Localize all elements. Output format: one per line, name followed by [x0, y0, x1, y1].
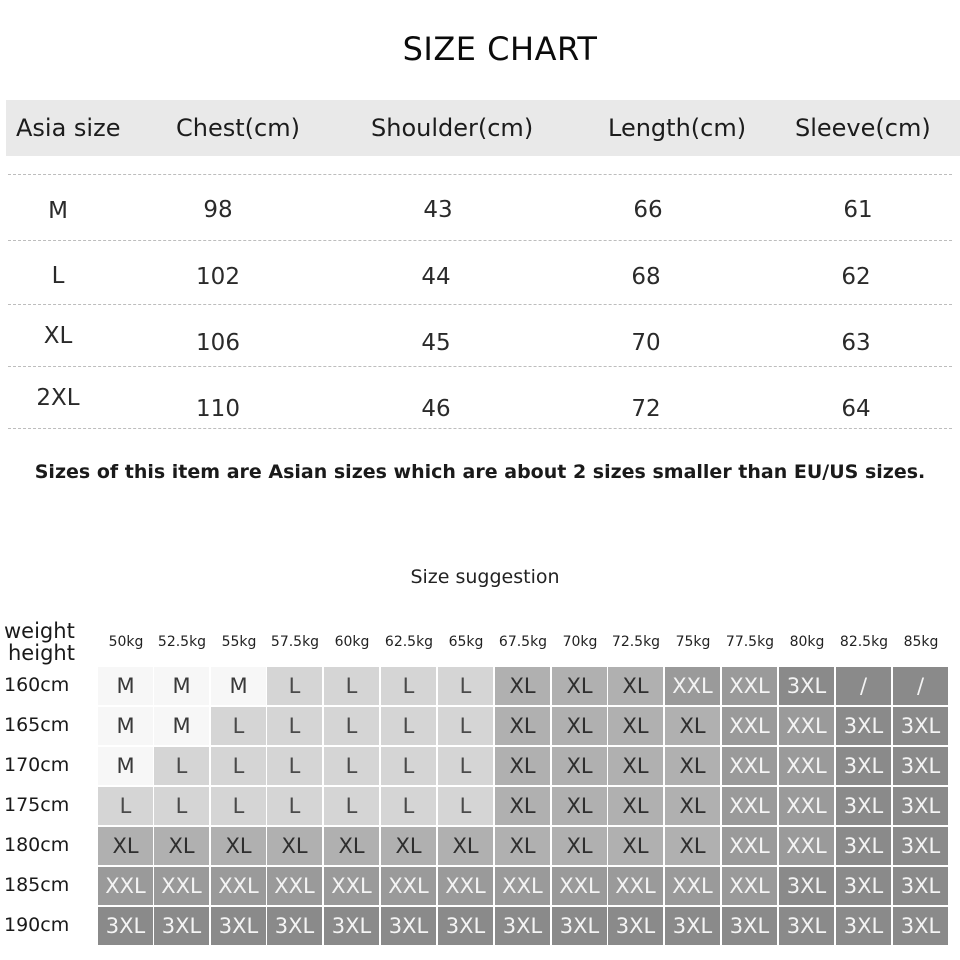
sleeve-cell: 63: [841, 330, 871, 356]
size-suggestion-cell: /: [836, 667, 891, 705]
size-suggestion-cell: XL: [665, 707, 720, 745]
header-length: Length(cm): [608, 114, 747, 142]
weight-label: 52.5kg: [157, 634, 207, 650]
size-cell: 2XL: [36, 385, 80, 411]
size-suggestion-cell: XL: [552, 747, 607, 785]
size-suggestion-cell: XL: [211, 827, 266, 865]
size-suggestion-cell: 3XL: [552, 907, 607, 945]
size-suggestion-cell: 3XL: [893, 907, 948, 945]
size-suggestion-cell: L: [267, 707, 322, 745]
length-cell: 68: [631, 264, 661, 290]
size-suggestion-cell: XXL: [98, 867, 153, 905]
size-suggestion-cell: XL: [98, 827, 153, 865]
height-label: 170cm: [4, 754, 70, 776]
size-suggestion-cell: L: [381, 667, 436, 705]
size-suggestion-cell: XL: [665, 747, 720, 785]
size-cell: L: [51, 263, 65, 289]
shoulder-cell: 43: [423, 197, 453, 223]
size-suggestion-cell: XL: [608, 827, 663, 865]
weight-label: 82.5kg: [839, 634, 889, 650]
size-suggestion-cell: XL: [552, 787, 607, 825]
size-suggestion-cell: XL: [608, 787, 663, 825]
size-suggestion-cell: XL: [154, 827, 209, 865]
size-chart-header: [6, 100, 960, 156]
size-suggestion-cell: XXL: [381, 867, 436, 905]
divider: [8, 366, 952, 367]
size-suggestion-cell: XXL: [552, 867, 607, 905]
height-label: 185cm: [4, 874, 70, 896]
size-suggestion-cell: XXL: [722, 827, 777, 865]
size-suggestion-cell: XL: [495, 787, 550, 825]
size-suggestion-cell: 3XL: [779, 907, 834, 945]
size-suggestion-cell: L: [438, 747, 493, 785]
size-suggestion-cell: L: [438, 787, 493, 825]
size-suggestion-cell: L: [211, 747, 266, 785]
size-suggestion-cell: XXL: [722, 787, 777, 825]
size-suggestion-cell: XXL: [665, 667, 720, 705]
size-suggestion-cell: XL: [608, 707, 663, 745]
weight-height-corner: [4, 620, 75, 664]
weight-label: 50kg: [108, 634, 144, 650]
size-suggestion-cell: 3XL: [608, 907, 663, 945]
size-suggestion-cell: 3XL: [495, 907, 550, 945]
shoulder-cell: 44: [421, 264, 451, 290]
size-suggestion-cell: XXL: [722, 747, 777, 785]
size-suggestion-cell: L: [267, 787, 322, 825]
size-suggestion-cell: /: [893, 667, 948, 705]
divider: [8, 304, 952, 305]
weight-label: 70kg: [562, 634, 598, 650]
height-label: 190cm: [4, 914, 70, 936]
length-cell: 70: [631, 330, 661, 356]
size-cell: M: [48, 198, 68, 224]
size-suggestion-cell: 3XL: [893, 867, 948, 905]
size-suggestion-cell: 3XL: [665, 907, 720, 945]
size-suggestion-cell: 3XL: [836, 867, 891, 905]
size-suggestion-cell: XXL: [722, 707, 777, 745]
size-suggestion-cell: XL: [552, 827, 607, 865]
size-note: Sizes of this item are Asian sizes which are about 2 sizes smaller than EU/US sizes.: [34, 461, 926, 483]
height-label: 165cm: [4, 714, 70, 736]
size-suggestion-cell: XL: [495, 707, 550, 745]
length-cell: 66: [633, 197, 663, 223]
size-cell: XL: [43, 323, 73, 349]
size-suggestion-cell: XL: [438, 827, 493, 865]
sleeve-cell: 62: [841, 264, 871, 290]
size-suggestion-cell: L: [211, 707, 266, 745]
size-suggestion-cell: L: [267, 667, 322, 705]
size-suggestion-cell: XXL: [779, 747, 834, 785]
sleeve-cell: 64: [841, 396, 871, 422]
divider: [8, 174, 952, 175]
size-suggestion-cell: 3XL: [722, 907, 777, 945]
size-suggestion-cell: L: [381, 787, 436, 825]
size-suggestion-cell: L: [211, 787, 266, 825]
size-suggestion-cell: 3XL: [154, 907, 209, 945]
size-suggestion-cell: 3XL: [893, 747, 948, 785]
header-shoulder: Shoulder(cm): [371, 114, 534, 142]
size-suggestion-cell: 3XL: [438, 907, 493, 945]
size-suggestion-cell: XXL: [722, 667, 777, 705]
size-suggestion-cell: M: [211, 667, 266, 705]
header-asia-size: Asia size: [16, 114, 121, 142]
size-suggestion-cell: XXL: [438, 867, 493, 905]
size-suggestion-cell: XL: [608, 667, 663, 705]
size-suggestion-cell: 3XL: [836, 827, 891, 865]
size-suggestion-cell: XXL: [267, 867, 322, 905]
size-suggestion-cell: 3XL: [98, 907, 153, 945]
divider: [8, 428, 952, 429]
size-suggestion-cell: 3XL: [211, 907, 266, 945]
size-suggestion-cell: 3XL: [836, 907, 891, 945]
height-label: 160cm: [4, 674, 70, 696]
size-suggestion-cell: 3XL: [267, 907, 322, 945]
size-suggestion-cell: XXL: [608, 867, 663, 905]
shoulder-cell: 45: [421, 330, 451, 356]
size-suggestion-cell: XXL: [779, 707, 834, 745]
weight-label: 62.5kg: [384, 634, 434, 650]
chest-cell: 106: [196, 330, 240, 356]
size-suggestion-cell: L: [438, 707, 493, 745]
size-suggestion-cell: L: [324, 667, 379, 705]
weight-label: 65kg: [448, 634, 484, 650]
size-suggestion-cell: L: [154, 747, 209, 785]
size-suggestion-cell: 3XL: [836, 707, 891, 745]
size-suggestion-cell: XXL: [779, 787, 834, 825]
size-suggestion-cell: M: [154, 667, 209, 705]
weight-label: weight: [4, 619, 75, 643]
shoulder-cell: 46: [421, 396, 451, 422]
size-suggestion-cell: L: [98, 787, 153, 825]
size-suggestion-cell: XL: [665, 787, 720, 825]
size-suggestion-cell: L: [438, 667, 493, 705]
size-suggestion-title: Size suggestion: [410, 566, 560, 588]
size-suggestion-cell: 3XL: [779, 867, 834, 905]
size-suggestion-cell: L: [381, 747, 436, 785]
size-suggestion-cell: XXL: [154, 867, 209, 905]
size-suggestion-cell: XL: [381, 827, 436, 865]
size-suggestion-cell: M: [154, 707, 209, 745]
size-suggestion-cell: M: [98, 747, 153, 785]
weight-label: 55kg: [221, 634, 257, 650]
weight-label: 85kg: [903, 634, 939, 650]
size-suggestion-cell: XL: [267, 827, 322, 865]
size-suggestion-cell: M: [98, 707, 153, 745]
size-suggestion-cell: 3XL: [779, 667, 834, 705]
size-suggestion-cell: XXL: [722, 867, 777, 905]
sleeve-cell: 61: [843, 197, 873, 223]
header-sleeve: Sleeve(cm): [795, 114, 931, 142]
weight-label: 77.5kg: [725, 634, 775, 650]
weight-label: 72.5kg: [611, 634, 661, 650]
size-suggestion-cell: L: [381, 707, 436, 745]
size-suggestion-cell: XL: [495, 747, 550, 785]
length-cell: 72: [631, 396, 661, 422]
size-suggestion-cell: XL: [665, 827, 720, 865]
size-suggestion-cell: L: [324, 787, 379, 825]
size-suggestion-cell: XL: [552, 707, 607, 745]
divider: [8, 240, 952, 241]
weight-label: 80kg: [789, 634, 825, 650]
header-chest: Chest(cm): [176, 114, 300, 142]
size-suggestion-cell: L: [324, 747, 379, 785]
size-suggestion-cell: XL: [495, 827, 550, 865]
weight-label: 60kg: [334, 634, 370, 650]
size-suggestion-cell: 3XL: [836, 747, 891, 785]
page-title: SIZE CHART: [402, 30, 598, 68]
size-suggestion-cell: 3XL: [893, 787, 948, 825]
weight-label: 67.5kg: [498, 634, 548, 650]
weight-label: 57.5kg: [270, 634, 320, 650]
size-suggestion-cell: XXL: [495, 867, 550, 905]
chest-cell: 110: [196, 396, 240, 422]
size-suggestion-cell: L: [267, 747, 322, 785]
size-suggestion-cell: 3XL: [381, 907, 436, 945]
size-suggestion-cell: XXL: [779, 827, 834, 865]
size-suggestion-cell: XXL: [665, 867, 720, 905]
size-suggestion-cell: XL: [495, 667, 550, 705]
height-label: height: [8, 641, 75, 665]
height-label: 180cm: [4, 834, 70, 856]
size-suggestion-cell: 3XL: [836, 787, 891, 825]
size-suggestion-cell: XL: [324, 827, 379, 865]
chest-cell: 98: [203, 197, 233, 223]
chest-cell: 102: [196, 264, 240, 290]
size-suggestion-cell: XL: [552, 667, 607, 705]
size-suggestion-cell: XXL: [324, 867, 379, 905]
height-label: 175cm: [4, 794, 70, 816]
size-suggestion-cell: M: [98, 667, 153, 705]
size-suggestion-cell: 3XL: [324, 907, 379, 945]
size-suggestion-cell: 3XL: [893, 707, 948, 745]
weight-label: 75kg: [675, 634, 711, 650]
size-suggestion-cell: L: [154, 787, 209, 825]
size-suggestion-cell: XXL: [211, 867, 266, 905]
size-suggestion-cell: 3XL: [893, 827, 948, 865]
size-suggestion-cell: L: [324, 707, 379, 745]
size-suggestion-cell: XL: [608, 747, 663, 785]
